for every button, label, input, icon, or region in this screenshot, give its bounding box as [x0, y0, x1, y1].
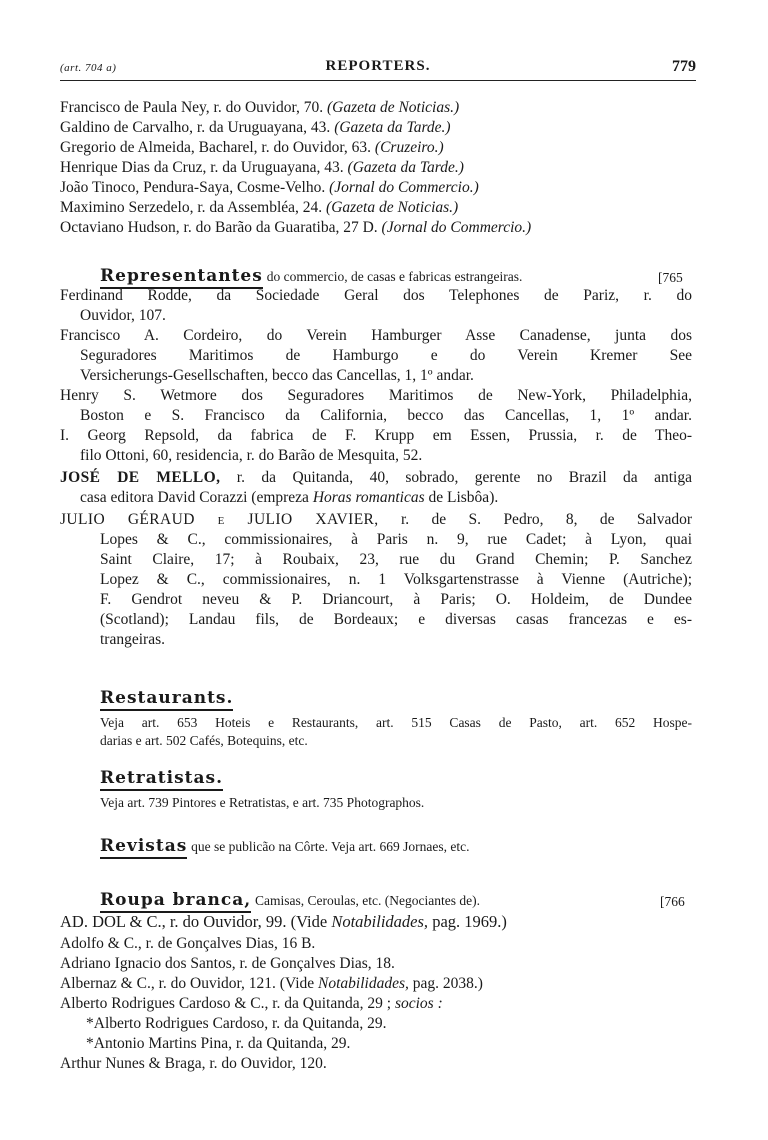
- reporter-paper: (Gazeta de Noticias.): [327, 99, 460, 116]
- reporter-paper: (Cruzeiro.): [374, 139, 444, 156]
- entry-line: trangeiras.: [100, 631, 165, 648]
- section-title: Revistas: [100, 836, 187, 859]
- section-heading-representantes: [100, 266, 522, 287]
- header-rule: [60, 80, 696, 81]
- entry-line: Henry S. Wetmore dos Seguradores Maritimos de New-York, Philadelphia,: [60, 387, 692, 404]
- section-subtitle: do commercio, de casas e fabricas estrangeiras.: [266, 269, 523, 284]
- reporter-entry: [60, 158, 464, 178]
- entry-line: [80, 488, 498, 508]
- entry-line: Adriano Ignacio dos Santos, r. de Gonçalves Dias, 18.: [60, 955, 395, 972]
- entry-ref: Notabilidades,: [331, 912, 429, 931]
- entry-line: Adolfo & C., r. de Gonçalves Dias, 16 B.: [60, 935, 316, 952]
- reporter-text: Francisco de Paula Ney, r. do Ouvidor, 70.: [60, 99, 324, 116]
- entry-ref: socios :: [394, 995, 443, 1012]
- socio-line: *Alberto Rodrigues Cardoso, r. da Quitanda, 29.: [86, 1015, 387, 1032]
- entry-line: Francisco A. Cordeiro, do Verein Hamburger Asse Canadense, junta dos: [60, 327, 692, 344]
- entry-text: de Lisbôa).: [428, 489, 499, 506]
- section-title: Roupa branca,: [100, 890, 251, 913]
- entry-line: filo Ottoni, 60, residencia, r. do Barão de Mesquita, 52.: [80, 447, 423, 464]
- entry-line: Ferdinand Rodde, da Sociedade Geral dos Telephones de Pariz, r. do: [60, 287, 692, 304]
- reporter-text: Galdino de Carvalho, r. da Uruguayana, 43.: [60, 119, 331, 136]
- entry-ad-dol: [60, 912, 507, 932]
- reporter-paper: (Gazeta da Tarde.): [334, 119, 451, 136]
- entry-albernaz: [60, 974, 483, 994]
- entry-title: Horas romanticas: [312, 489, 425, 506]
- header-title: REPORTERS.: [325, 58, 431, 74]
- reporter-entry: [60, 218, 531, 238]
- section-subtitle: Camisas, Ceroulas, etc. (Negociantes de).: [255, 893, 480, 908]
- reporter-paper: (Jornal do Commercio.): [329, 179, 479, 196]
- entry-line: Seguradores Maritimos de Hamburgo e do Verein Kremer See: [80, 347, 692, 364]
- header-article-ref: (art. 704 a): [60, 62, 117, 74]
- reporter-entry: [60, 178, 479, 198]
- entry-text: casa editora David Corazzi (empreza: [80, 489, 309, 506]
- entry-text: Albernaz & C., r. do Ouvidor, 121. (Vide: [60, 975, 315, 992]
- section-text: que se publicão na Côrte. Veja art. 669 Jornaes, etc.: [191, 839, 470, 854]
- reporter-paper: (Gazeta de Noticias.): [326, 199, 459, 216]
- section-heading-restaurants: [100, 688, 233, 709]
- entry-text: AD. DOL & C., r. do Ouvidor, 99. (Vide: [60, 912, 328, 931]
- reporter-entry: [60, 138, 444, 158]
- entry-ref: Notabilidades,: [318, 975, 409, 992]
- reporter-entry: [60, 198, 458, 218]
- entry-line: Lopes & C., commissionaires, à Paris n. 9, rue Cadet; à Lyon, quai: [100, 531, 692, 548]
- section-title: Representantes: [100, 266, 263, 289]
- entry-name: JULIO GÉRAUD e JULIO XAVIER,: [60, 511, 379, 528]
- entry-jose-de-mello: [60, 468, 692, 488]
- entry-line: Versicherungs-Gesellschaften, becco das Cancellas, 1, 1º andar.: [80, 367, 474, 384]
- entry-line: (Scotland); Landau fils, de Bordeaux; e diversas casas francezas e es-: [100, 611, 692, 628]
- entry-text: pag. 2038.): [412, 975, 483, 992]
- socio-line: *Antonio Martins Pina, r. da Quitanda, 29.: [86, 1035, 351, 1052]
- entry-line: Saint Claire, 17; à Roubaix, 23, rue du Grand Chemin; P. Sanchez: [100, 551, 692, 568]
- reporter-paper: (Jornal do Commercio.): [381, 219, 532, 236]
- entry-line: Veja art. 653 Hoteis e Restaurants, art. 515 Casas de Pasto, art. 652 Hospe-: [100, 715, 692, 730]
- article-number: [765: [658, 270, 683, 285]
- entry-line: F. Gendrot neveu & P. Driancourt, à Paris; O. Holdeim, de Dundee: [100, 591, 692, 608]
- entry-line: I. Georg Repsold, da fabrica de F. Krupp em Essen, Prussia, r. de Theo-: [60, 427, 692, 444]
- entry-text: r. da Quitanda, 40, sobrado, gerente no Brazil da antiga: [236, 469, 692, 486]
- page-number: 779: [672, 58, 696, 75]
- section-heading-retratistas: [100, 768, 223, 789]
- reporter-text: João Tinoco, Pendura-Saya, Cosme-Velho.: [60, 179, 326, 196]
- section-title: Restaurants.: [100, 688, 233, 711]
- entry-text: r. de S. Pedro, 8, de Salvador: [400, 511, 692, 528]
- entry-line: Arthur Nunes & Braga, r. do Ouvidor, 120.: [60, 1055, 327, 1072]
- entry-text: Alberto Rodrigues Cardoso & C., r. da Quitanda, 29 ;: [60, 995, 392, 1012]
- reporter-text: Gregorio de Almeida, Bacharel, r. do Ouvidor, 63.: [60, 139, 372, 156]
- entry-alberto: [60, 994, 443, 1014]
- reporter-entry: [60, 118, 451, 138]
- entry-line: Lopez & C., commissionaires, n. 1 Volksgartenstrasse à Vienne (Autriche);: [100, 571, 692, 588]
- entry-line: Boston e S. Francisco da California, becco das Cancellas, 1, 1º andar.: [80, 407, 692, 424]
- entry-name: JOSÉ DE MELLO,: [60, 469, 221, 486]
- section-title: Retratistas.: [100, 768, 223, 791]
- reporter-entry: [60, 98, 459, 118]
- article-number: [766: [660, 894, 685, 909]
- entry-line: Ouvidor, 107.: [80, 307, 166, 324]
- entry-line: Veja art. 739 Pintores e Retratistas, e art. 735 Photographos.: [100, 795, 425, 810]
- entry-line: darias e art. 502 Cafés, Botequins, etc.: [100, 733, 308, 748]
- reporter-text: Maximino Serzedelo, r. da Assembléa, 24.: [60, 199, 323, 216]
- section-heading-revistas: [100, 836, 469, 857]
- reporter-paper: (Gazeta da Tarde.): [347, 159, 464, 176]
- reporter-text: Octaviano Hudson, r. do Barão da Guaratiba, 27 D.: [60, 219, 378, 236]
- entry-julio: [60, 510, 692, 530]
- section-heading-roupa-branca: [100, 890, 480, 911]
- entry-text: pag. 1969.): [432, 912, 507, 931]
- page-header: [60, 58, 696, 82]
- reporter-text: Henrique Dias da Cruz, r. da Uruguayana, 43.: [60, 159, 344, 176]
